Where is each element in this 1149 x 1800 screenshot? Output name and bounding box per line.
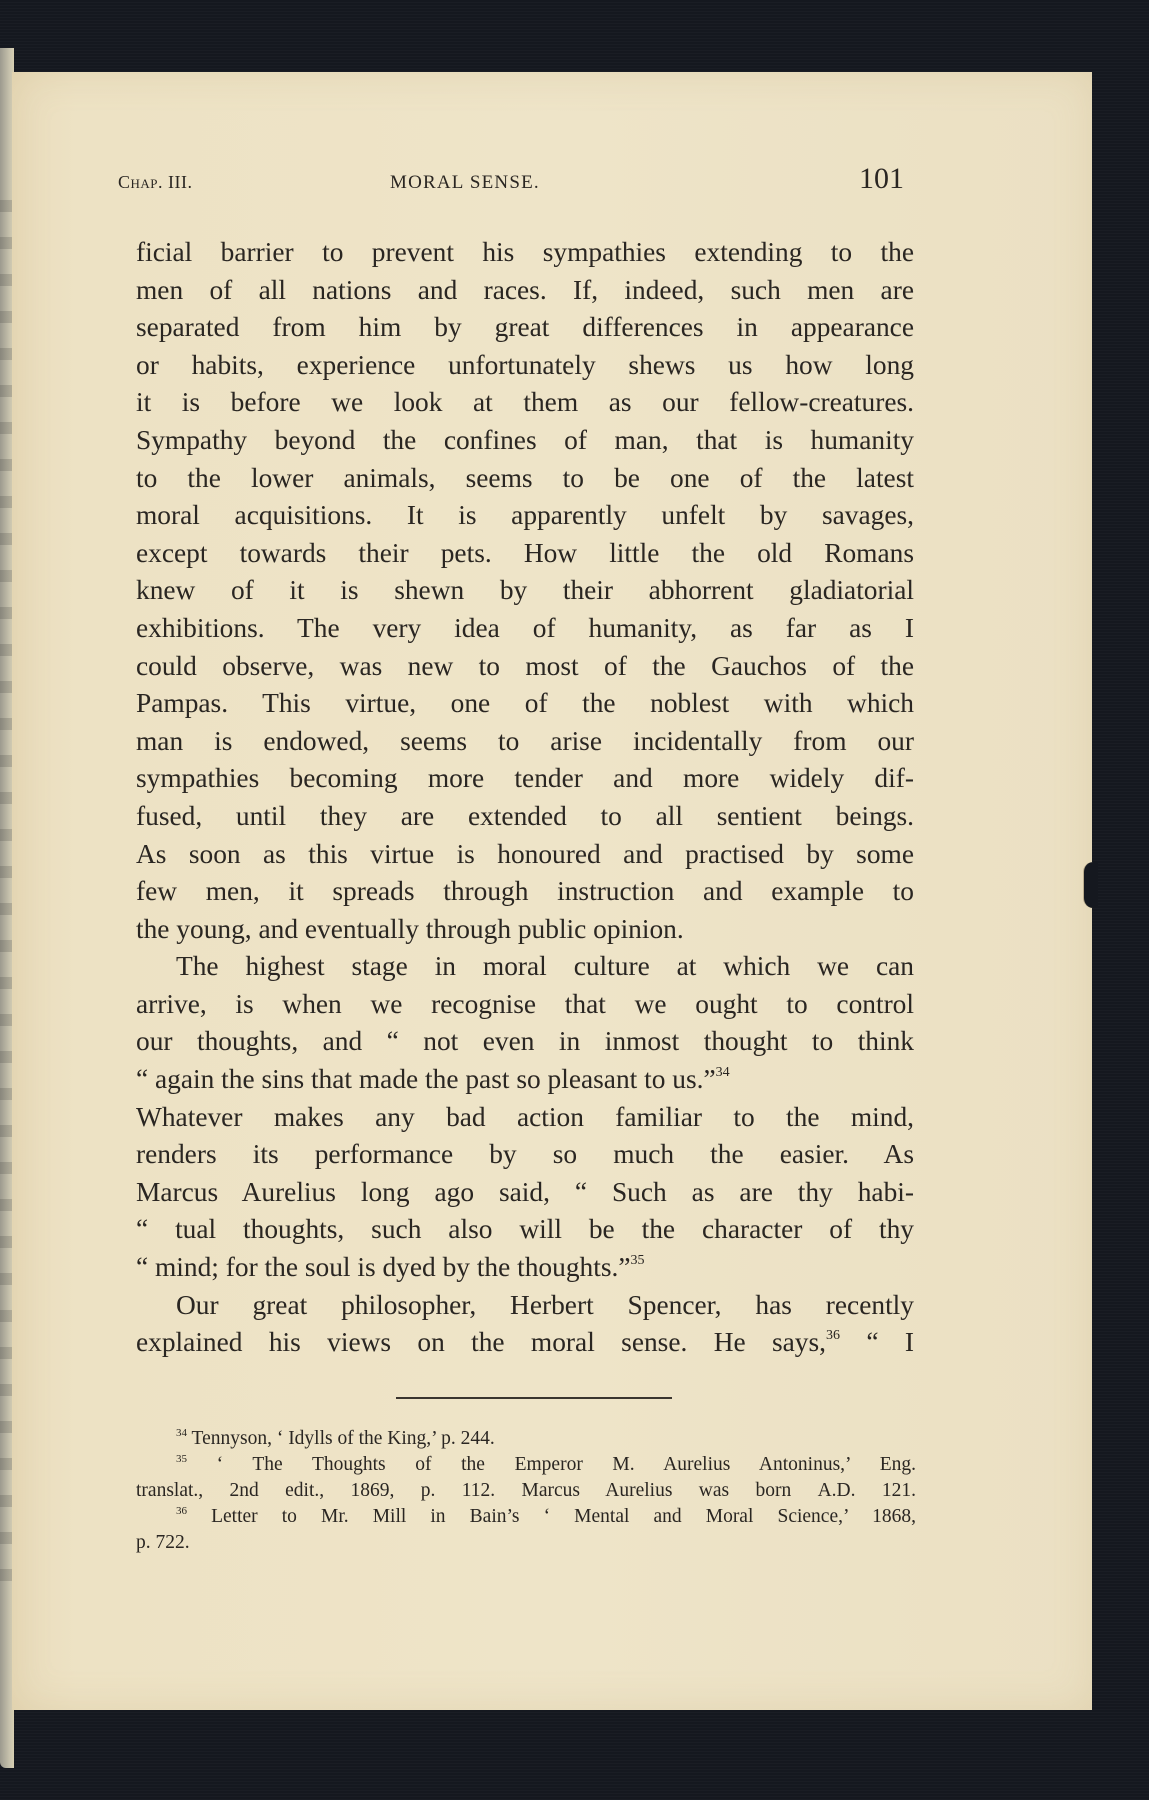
text-line: exhibitions. The very idea of humanity, as far as I bbox=[136, 612, 914, 643]
text-line: sympathies becoming more tender and more widely dif- bbox=[136, 763, 914, 794]
text-line: “ tual thoughts, such also will be the character of thy bbox=[136, 1214, 914, 1245]
text-line: renders its performance by so much the easier. As bbox=[136, 1139, 914, 1170]
text-line: Pampas. This virtue, one of the noblest with which bbox=[136, 688, 914, 719]
running-head bbox=[118, 162, 904, 198]
footnote-ref-36[interactable]: 36 bbox=[826, 1328, 840, 1344]
footnote-text: ‘ The Thoughts of the Emperor M. Aurelius Antoninus,’ Eng. bbox=[216, 1454, 916, 1475]
text-segment: “ again the sins that made the past so pleasant to us.” bbox=[136, 1064, 716, 1095]
footnote-mark: 35 bbox=[176, 1453, 187, 1465]
text-line: to the lower animals, seems to be one of the latest bbox=[136, 462, 914, 493]
text-line: As soon as this virtue is honoured and practised by some bbox=[136, 838, 914, 869]
footnote-ref-35[interactable]: 35 bbox=[630, 1253, 645, 1269]
footnote-36-cont: p. 722. bbox=[136, 1532, 190, 1553]
text-line: man is endowed, seems to arise incidentally from our bbox=[136, 725, 914, 756]
text-segment: “ mind; for the soul is dyed by the thoughts.” bbox=[136, 1252, 631, 1283]
footnote-year: 121. bbox=[881, 1480, 917, 1501]
text-line: Marcus Aurelius long ago said, “ Such as are thy habi- bbox=[136, 1176, 914, 1207]
text-line: it is before we look at them as our fellow-creatures. bbox=[136, 387, 914, 418]
footnotes bbox=[136, 1426, 916, 1556]
text-line: could observe, was new to most of the Gauchos of the bbox=[136, 650, 914, 681]
text-segment: explained his views on the moral sense. He says, bbox=[136, 1327, 826, 1358]
footnote-text: Tennyson, ‘ Idylls of the King,’ p. 244. bbox=[191, 1428, 495, 1449]
era-abbrev: A.D. bbox=[817, 1480, 856, 1501]
text-line: or habits, experience unfortunately shews us how long bbox=[136, 349, 914, 380]
text-line-with-ref bbox=[136, 1324, 914, 1362]
text-line: our thoughts, and “ not even in inmost thought to think bbox=[136, 1026, 914, 1057]
text-line: arrive, is when we recognise that we ought to control bbox=[136, 988, 914, 1019]
footnote-ref-34[interactable]: 34 bbox=[715, 1065, 730, 1081]
paragraph-start: The highest stage in moral culture at which we can bbox=[176, 951, 914, 982]
footnote-text: Letter to Mr. Mill in Bain’s ‘ Mental and Moral Science,’ 1868, bbox=[211, 1506, 916, 1527]
footnote-text: translat., 2nd edit., 1869, p. 112. Marcus Aurelius was born bbox=[136, 1480, 792, 1501]
footnote-35 bbox=[136, 1452, 916, 1478]
running-title: MORAL SENSE. bbox=[390, 172, 540, 193]
text-line: Whatever makes any bad action familiar to the mind, bbox=[136, 1101, 914, 1132]
text-line: men of all nations and races. If, indeed, such men are bbox=[136, 274, 914, 305]
footnote-mark: 34 bbox=[176, 1427, 187, 1439]
text-line: few men, it spreads through instruction and example to bbox=[136, 876, 914, 907]
text-line: the young, and eventually through public opinion. bbox=[136, 913, 684, 944]
text-segment: “ I bbox=[866, 1327, 914, 1358]
body-text bbox=[136, 234, 914, 1362]
footnote-mark: 36 bbox=[176, 1505, 187, 1517]
text-line: except towards their pets. How little the old Romans bbox=[136, 537, 914, 568]
text-line: fused, until they are extended to all sentient beings. bbox=[136, 800, 914, 831]
footnote-36 bbox=[136, 1504, 916, 1530]
text-line-with-ref bbox=[136, 1061, 914, 1099]
footnote-34 bbox=[136, 1426, 916, 1452]
text-line: Sympathy beyond the confines of man, that is humanity bbox=[136, 424, 914, 455]
text-line-with-ref bbox=[136, 1249, 914, 1287]
footnote-separator bbox=[396, 1397, 672, 1399]
text-line: ficial barrier to prevent his sympathies extending to the bbox=[136, 237, 914, 267]
page-edge-notch bbox=[1083, 862, 1098, 908]
chapter-label: Chap. III. bbox=[118, 172, 193, 192]
page-number: 101 bbox=[859, 162, 904, 195]
text-line: knew of it is shewn by their abhorrent gladiatorial bbox=[136, 575, 914, 606]
paragraph-start: Our great philosopher, Herbert Spencer, has recently bbox=[176, 1289, 914, 1320]
text-line: moral acquisitions. It is apparently unfelt by savages, bbox=[136, 500, 914, 531]
footnote-35-cont bbox=[136, 1478, 916, 1504]
text-line: separated from him by great differences in appearance bbox=[136, 312, 914, 343]
